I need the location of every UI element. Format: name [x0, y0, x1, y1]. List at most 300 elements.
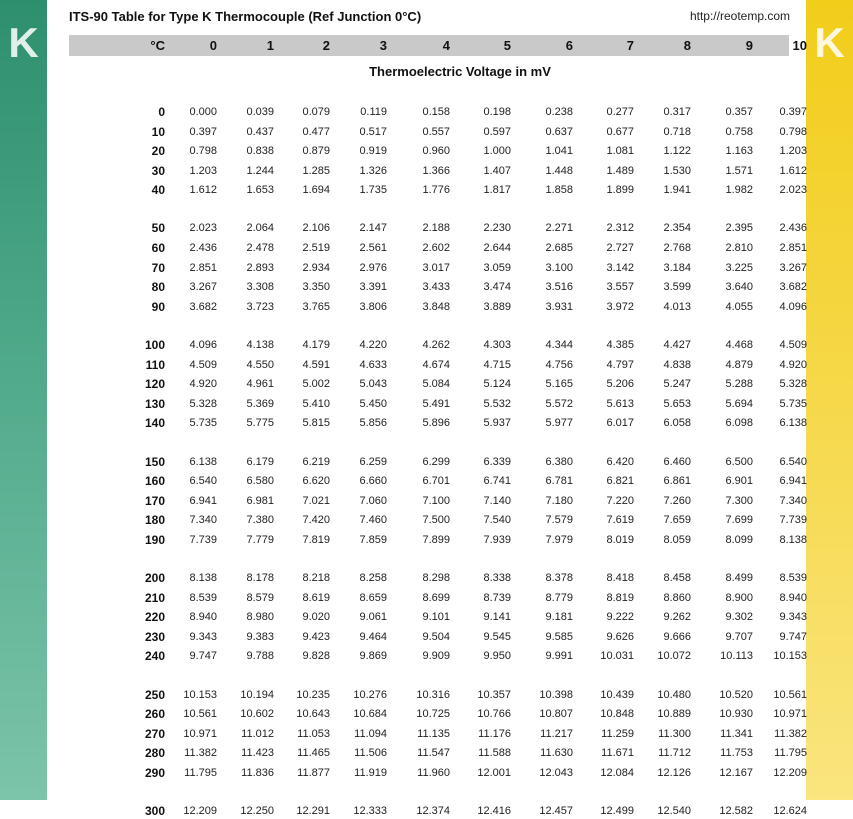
- voltage-cell: 2.851: [779, 242, 807, 254]
- voltage-cell: 10.398: [539, 689, 573, 701]
- voltage-cell: 2.271: [545, 222, 573, 234]
- voltage-cell: 6.540: [779, 456, 807, 468]
- table-subtitle: Thermoelectric Voltage in mV: [369, 64, 551, 79]
- voltage-cell: 6.701: [422, 475, 450, 487]
- voltage-cell: 7.819: [302, 534, 330, 546]
- voltage-cell: 9.343: [779, 611, 807, 623]
- voltage-cell: 0.798: [779, 126, 807, 138]
- voltage-cell: 3.765: [302, 301, 330, 313]
- voltage-cell: 7.380: [246, 514, 274, 526]
- voltage-cell: 1.203: [779, 145, 807, 157]
- voltage-cell: 5.328: [779, 378, 807, 390]
- voltage-cell: 7.859: [359, 534, 387, 546]
- voltage-cell: 10.561: [183, 708, 217, 720]
- header-cell-2: 2: [322, 38, 330, 53]
- voltage-cell: 5.735: [189, 417, 217, 429]
- voltage-cell: 4.550: [246, 359, 274, 371]
- voltage-cell: 0.079: [302, 106, 330, 118]
- voltage-cell: 12.126: [657, 767, 691, 779]
- voltage-cell: 8.539: [779, 572, 807, 584]
- voltage-cell: 6.901: [725, 475, 753, 487]
- voltage-cell: 1.407: [483, 165, 511, 177]
- voltage-cell: 4.096: [779, 301, 807, 313]
- voltage-cell: 4.879: [725, 359, 753, 371]
- voltage-cell: 4.509: [189, 359, 217, 371]
- voltage-cell: 1.163: [725, 145, 753, 157]
- table-row: [69, 220, 807, 236]
- temperature-cell: 0: [158, 105, 165, 119]
- voltage-cell: 0.879: [302, 145, 330, 157]
- table-row: [69, 609, 807, 625]
- voltage-cell: 0.397: [189, 126, 217, 138]
- table-row: [69, 357, 807, 373]
- voltage-cell: 2.685: [545, 242, 573, 254]
- table-row: [69, 687, 807, 703]
- voltage-cell: 9.423: [302, 631, 330, 643]
- voltage-cell: 10.276: [353, 689, 387, 701]
- voltage-cell: 6.941: [189, 495, 217, 507]
- voltage-cell: 1.612: [779, 165, 807, 177]
- voltage-cell: 12.209: [183, 805, 217, 817]
- voltage-cell: 0.000: [189, 106, 217, 118]
- voltage-cell: 2.147: [359, 222, 387, 234]
- voltage-cell: 10.725: [416, 708, 450, 720]
- temperature-cell: 260: [144, 707, 165, 721]
- voltage-cell: 0.677: [606, 126, 634, 138]
- voltage-cell: 6.380: [545, 456, 573, 468]
- header-cell-3: 3: [379, 38, 387, 53]
- voltage-cell: 8.940: [189, 611, 217, 623]
- temperature-cell: 90: [151, 300, 165, 314]
- voltage-cell: 4.468: [725, 339, 753, 351]
- voltage-cell: 12.499: [600, 805, 634, 817]
- voltage-cell: 6.660: [359, 475, 387, 487]
- voltage-cell: 9.991: [545, 650, 573, 662]
- voltage-cell: 9.101: [422, 611, 450, 623]
- voltage-cell: 1.530: [663, 165, 691, 177]
- voltage-cell: 11.547: [417, 747, 450, 759]
- voltage-cell: 7.979: [545, 534, 573, 546]
- voltage-cell: 6.821: [606, 475, 634, 487]
- voltage-cell: 9.545: [483, 631, 511, 643]
- header-cell-9: 9: [745, 38, 753, 53]
- voltage-cell: 4.427: [663, 339, 691, 351]
- voltage-cell: 1.858: [545, 184, 573, 196]
- voltage-cell: 12.084: [600, 767, 634, 779]
- left-k-letter: K: [8, 19, 39, 66]
- voltage-cell: 5.328: [189, 398, 217, 410]
- voltage-cell: 3.723: [246, 301, 274, 313]
- voltage-cell: 0.277: [606, 106, 634, 118]
- table-row: [69, 124, 807, 140]
- voltage-cell: 5.694: [725, 398, 753, 410]
- voltage-cell: 7.540: [483, 514, 511, 526]
- voltage-cell: 1.244: [246, 165, 274, 177]
- voltage-cell: 8.138: [189, 572, 217, 584]
- voltage-cell: 2.354: [663, 222, 691, 234]
- voltage-cell: 3.931: [545, 301, 573, 313]
- voltage-cell: 4.303: [483, 339, 511, 351]
- voltage-cell: 2.312: [606, 222, 634, 234]
- voltage-cell: 11.135: [417, 728, 450, 740]
- page-title: ITS-90 Table for Type K Thermocouple (Ref Junction 0°C): [69, 9, 422, 24]
- voltage-cell: 2.478: [246, 242, 274, 254]
- voltage-cell: 2.851: [189, 262, 217, 274]
- temperature-cell: 10: [151, 125, 165, 139]
- voltage-cell: 3.184: [663, 262, 691, 274]
- voltage-cell: 5.815: [302, 417, 330, 429]
- voltage-cell: 10.971: [183, 728, 217, 740]
- voltage-cell: 1.489: [606, 165, 634, 177]
- voltage-cell: 3.308: [246, 281, 274, 293]
- table-row: [69, 590, 807, 606]
- voltage-cell: 11.712: [658, 747, 691, 759]
- voltage-cell: 9.666: [663, 631, 691, 643]
- voltage-cell: 1.000: [483, 145, 511, 157]
- voltage-cell: 0.437: [246, 126, 274, 138]
- voltage-cell: 4.920: [779, 359, 807, 371]
- voltage-cell: 8.739: [483, 592, 511, 604]
- voltage-cell: 1.081: [606, 145, 634, 157]
- voltage-cell: 1.817: [483, 184, 511, 196]
- voltage-cell: 9.585: [545, 631, 573, 643]
- voltage-cell: 5.532: [483, 398, 511, 410]
- voltage-cell: 0.039: [246, 106, 274, 118]
- voltage-cell: 2.976: [359, 262, 387, 274]
- voltage-cell: 4.055: [725, 301, 753, 313]
- voltage-cell: 7.420: [302, 514, 330, 526]
- voltage-cell: 10.561: [773, 689, 807, 701]
- voltage-cell: 9.222: [606, 611, 634, 623]
- voltage-cell: 10.235: [296, 689, 330, 701]
- voltage-cell: 5.247: [663, 378, 691, 390]
- voltage-cell: 8.819: [606, 592, 634, 604]
- voltage-cell: 2.436: [189, 242, 217, 254]
- voltage-cell: 7.100: [422, 495, 450, 507]
- table-row: [69, 337, 807, 353]
- voltage-cell: 4.715: [483, 359, 511, 371]
- table-row: [69, 454, 807, 470]
- table-row: [69, 299, 807, 315]
- voltage-cell: 8.138: [779, 534, 807, 546]
- voltage-cell: 8.378: [545, 572, 573, 584]
- voltage-cell: 9.383: [246, 631, 274, 643]
- voltage-cell: 12.167: [719, 767, 753, 779]
- voltage-cell: 5.450: [359, 398, 387, 410]
- temperature-cell: 220: [144, 610, 165, 624]
- voltage-cell: 2.230: [483, 222, 511, 234]
- voltage-cell: 2.810: [725, 242, 753, 254]
- voltage-cell: 3.059: [483, 262, 511, 274]
- temperature-cell: 270: [144, 727, 165, 741]
- voltage-cell: 8.099: [725, 534, 753, 546]
- voltage-cell: 5.288: [725, 378, 753, 390]
- voltage-cell: 8.499: [725, 572, 753, 584]
- voltage-cell: 0.838: [246, 145, 274, 157]
- voltage-cell: 0.919: [359, 145, 387, 157]
- voltage-cell: 5.002: [302, 378, 330, 390]
- table-row: [69, 570, 807, 586]
- voltage-cell: 10.930: [719, 708, 753, 720]
- voltage-cell: 6.540: [189, 475, 217, 487]
- temperature-cell: 250: [144, 688, 165, 702]
- voltage-cell: 1.448: [545, 165, 573, 177]
- voltage-cell: 4.838: [663, 359, 691, 371]
- voltage-cell: 8.659: [359, 592, 387, 604]
- right-color-band: [806, 0, 853, 800]
- header-cell-7: 7: [626, 38, 634, 53]
- voltage-cell: 10.153: [183, 689, 217, 701]
- voltage-cell: 11.259: [601, 728, 634, 740]
- voltage-cell: 1.203: [189, 165, 217, 177]
- voltage-cell: 0.597: [483, 126, 511, 138]
- voltage-cell: 12.291: [296, 805, 330, 817]
- header-cell-4: 4: [442, 38, 450, 53]
- voltage-cell: 7.619: [606, 514, 634, 526]
- voltage-cell: 6.098: [725, 417, 753, 429]
- voltage-cell: 9.464: [359, 631, 387, 643]
- temperature-cell: 300: [144, 804, 165, 818]
- voltage-cell: 7.579: [545, 514, 573, 526]
- voltage-cell: 5.410: [302, 398, 330, 410]
- voltage-cell: 0.119: [360, 106, 387, 118]
- voltage-cell: 4.138: [246, 339, 274, 351]
- voltage-cell: 4.674: [422, 359, 450, 371]
- voltage-cell: 10.602: [240, 708, 274, 720]
- voltage-cell: 1.694: [302, 184, 330, 196]
- voltage-cell: 4.797: [606, 359, 634, 371]
- temperature-cell: 180: [144, 513, 165, 527]
- voltage-cell: 1.982: [725, 184, 753, 196]
- voltage-cell: 9.707: [725, 631, 753, 643]
- voltage-cell: 1.326: [359, 165, 387, 177]
- voltage-cell: 3.350: [302, 281, 330, 293]
- voltage-cell: 10.031: [600, 650, 634, 662]
- voltage-cell: 2.023: [779, 184, 807, 196]
- voltage-cell: 7.300: [725, 495, 753, 507]
- voltage-cell: 2.644: [483, 242, 511, 254]
- temperature-cell: 70: [151, 261, 165, 275]
- voltage-cell: 7.739: [189, 534, 217, 546]
- voltage-cell: 0.477: [302, 126, 330, 138]
- voltage-cell: 12.540: [657, 805, 691, 817]
- voltage-cell: 9.181: [545, 611, 573, 623]
- voltage-cell: 6.299: [422, 456, 450, 468]
- voltage-cell: 12.001: [477, 767, 511, 779]
- voltage-cell: 8.860: [663, 592, 691, 604]
- voltage-cell: 6.580: [246, 475, 274, 487]
- voltage-cell: 3.474: [483, 281, 511, 293]
- voltage-cell: 1.041: [545, 145, 573, 157]
- voltage-cell: 2.893: [246, 262, 274, 274]
- temperature-cell: 80: [151, 280, 165, 294]
- voltage-cell: 5.977: [545, 417, 573, 429]
- voltage-cell: 3.433: [422, 281, 450, 293]
- voltage-cell: 6.500: [725, 456, 753, 468]
- voltage-cell: 8.619: [302, 592, 330, 604]
- temperature-cell: 240: [144, 649, 165, 663]
- temperature-cell: 120: [144, 377, 165, 391]
- left-color-band: [0, 0, 47, 800]
- table-row: [69, 163, 807, 179]
- voltage-cell: 7.939: [483, 534, 511, 546]
- temperature-cell: 140: [144, 416, 165, 430]
- voltage-cell: 11.960: [417, 767, 450, 779]
- voltage-cell: 9.061: [359, 611, 387, 623]
- voltage-cell: 2.768: [663, 242, 691, 254]
- voltage-cell: 10.480: [657, 689, 691, 701]
- temperature-cell: 230: [144, 630, 165, 644]
- voltage-cell: 2.602: [422, 242, 450, 254]
- voltage-cell: 5.165: [545, 378, 573, 390]
- voltage-cell: 7.220: [606, 495, 634, 507]
- voltage-cell: 3.640: [725, 281, 753, 293]
- voltage-cell: 4.262: [422, 339, 450, 351]
- table-row: [69, 260, 807, 276]
- voltage-cell: 5.572: [545, 398, 573, 410]
- table-row: [69, 629, 807, 645]
- table-row: [69, 726, 807, 742]
- voltage-cell: 11.795: [184, 767, 217, 779]
- table-row: [69, 532, 807, 548]
- voltage-cell: 3.017: [422, 262, 450, 274]
- header-cell-degc: °C: [150, 38, 165, 53]
- voltage-cell: 4.591: [302, 359, 330, 371]
- voltage-cell: 11.919: [354, 767, 387, 779]
- voltage-cell: 7.779: [246, 534, 274, 546]
- temperature-cell: 50: [151, 221, 165, 235]
- voltage-cell: 8.218: [302, 572, 330, 584]
- voltage-cell: 5.084: [422, 378, 450, 390]
- voltage-cell: 10.684: [353, 708, 387, 720]
- temperature-cell: 30: [151, 164, 165, 178]
- header-cell-5: 5: [503, 38, 511, 53]
- voltage-cell: 11.012: [241, 728, 274, 740]
- voltage-cell: 9.343: [189, 631, 217, 643]
- voltage-cell: 9.747: [779, 631, 807, 643]
- voltage-cell: 5.937: [483, 417, 511, 429]
- voltage-cell: 10.357: [477, 689, 511, 701]
- voltage-cell: 0.637: [545, 126, 573, 138]
- voltage-cell: 6.219: [302, 456, 330, 468]
- voltage-cell: 11.382: [184, 747, 217, 759]
- voltage-cell: 7.260: [663, 495, 691, 507]
- voltage-cell: 0.517: [359, 126, 387, 138]
- voltage-cell: 2.064: [246, 222, 274, 234]
- voltage-cell: 12.582: [719, 805, 753, 817]
- temperature-cell: 170: [144, 494, 165, 508]
- voltage-cell: 9.747: [189, 650, 217, 662]
- voltage-cell: 0.158: [422, 106, 450, 118]
- temperature-cell: 60: [151, 241, 165, 255]
- voltage-cell: 4.179: [302, 339, 330, 351]
- voltage-cell: 1.653: [246, 184, 274, 196]
- voltage-cell: 3.267: [779, 262, 807, 274]
- voltage-cell: 6.981: [246, 495, 274, 507]
- voltage-cell: 9.504: [422, 631, 450, 643]
- temperature-cell: 150: [144, 455, 165, 469]
- voltage-cell: 5.369: [246, 398, 274, 410]
- voltage-cell: 3.972: [606, 301, 634, 313]
- voltage-cell: 4.633: [359, 359, 387, 371]
- table-row: [69, 143, 807, 159]
- site-url: http://reotemp.com: [689, 9, 790, 23]
- table-row: [69, 279, 807, 295]
- voltage-cell: 2.519: [302, 242, 330, 254]
- voltage-cell: 11.053: [297, 728, 330, 740]
- voltage-cell: 1.571: [725, 165, 753, 177]
- voltage-cell: 12.333: [353, 805, 387, 817]
- voltage-cell: 5.735: [779, 398, 807, 410]
- voltage-cell: 4.013: [663, 301, 691, 313]
- voltage-cell: 2.395: [725, 222, 753, 234]
- voltage-cell: 2.561: [359, 242, 387, 254]
- voltage-cell: 8.458: [663, 572, 691, 584]
- voltage-cell: 11.506: [354, 747, 387, 759]
- voltage-cell: 11.795: [774, 747, 807, 759]
- voltage-cell: 3.225: [725, 262, 753, 274]
- voltage-cell: 10.848: [600, 708, 634, 720]
- voltage-cell: 11.465: [297, 747, 330, 759]
- voltage-cell: 6.138: [189, 456, 217, 468]
- voltage-cell: 6.179: [246, 456, 274, 468]
- voltage-cell: 9.788: [246, 650, 274, 662]
- voltage-cell: 5.856: [359, 417, 387, 429]
- voltage-cell: 10.971: [773, 708, 807, 720]
- voltage-cell: 3.100: [545, 262, 573, 274]
- voltage-cell: 8.418: [606, 572, 634, 584]
- temperature-cell: 280: [144, 746, 165, 760]
- voltage-cell: 11.877: [297, 767, 330, 779]
- header-cell-1: 1: [266, 38, 274, 53]
- voltage-cell: 9.950: [483, 650, 511, 662]
- voltage-cell: 6.420: [606, 456, 634, 468]
- voltage-cell: 6.781: [545, 475, 573, 487]
- voltage-cell: 7.659: [663, 514, 691, 526]
- voltage-cell: 11.630: [540, 747, 573, 759]
- header-cell-10: 10: [792, 38, 807, 53]
- voltage-cell: 3.889: [483, 301, 511, 313]
- voltage-cell: 8.579: [246, 592, 274, 604]
- voltage-cell: 3.391: [359, 281, 387, 293]
- voltage-cell: 4.096: [189, 339, 217, 351]
- voltage-cell: 12.250: [240, 805, 274, 817]
- voltage-cell: 5.613: [606, 398, 634, 410]
- table-row: [69, 512, 807, 528]
- table-row: [69, 765, 807, 781]
- voltage-cell: 6.259: [359, 456, 387, 468]
- voltage-cell: 0.198: [483, 106, 511, 118]
- voltage-cell: 12.209: [773, 767, 807, 779]
- voltage-cell: 12.624: [773, 805, 807, 817]
- voltage-cell: 7.180: [545, 495, 573, 507]
- voltage-cell: 11.382: [774, 728, 807, 740]
- voltage-cell: 9.909: [422, 650, 450, 662]
- voltage-cell: 11.217: [540, 728, 573, 740]
- voltage-cell: 2.934: [302, 262, 330, 274]
- voltage-cell: 11.423: [241, 747, 274, 759]
- voltage-cell: 9.626: [606, 631, 634, 643]
- voltage-cell: 8.059: [663, 534, 691, 546]
- voltage-cell: 3.516: [545, 281, 573, 293]
- voltage-cell: 7.500: [422, 514, 450, 526]
- table-document: [47, 0, 807, 818]
- header-cell-6: 6: [565, 38, 573, 53]
- voltage-cell: 12.457: [539, 805, 573, 817]
- voltage-cell: 2.106: [302, 222, 330, 234]
- voltage-cell: 0.557: [422, 126, 450, 138]
- voltage-cell: 3.682: [189, 301, 217, 313]
